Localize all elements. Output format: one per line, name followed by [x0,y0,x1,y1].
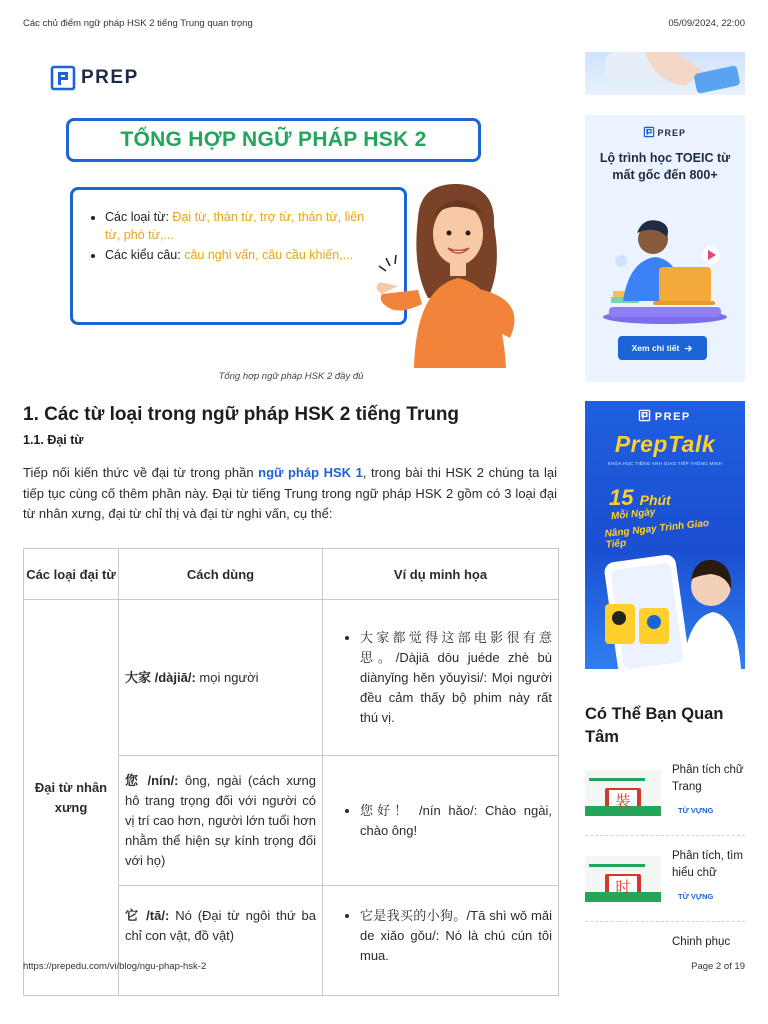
related-thumbnail [585,770,661,816]
para-text-after: , trong bài thi HSK 2 chúng ta lại tiếp tục cùng cố thêm phần này. Đại từ tiếng Trung trong ngữ pháp HSK 2 gồm có 3 loại đại từ nhân xưng, đại từ chỉ thị và đại từ nghi vấn, cụ thể: [23,465,557,521]
print-page-number: Page 2 of 19 [691,961,745,972]
para-text-before: Tiếp nối kiến thức về đại từ trong phần [23,465,259,480]
phone-and-woman-illustration [595,546,741,669]
term: 您 /nín/: [125,772,179,788]
related-item[interactable] [585,934,745,946]
table-header-cell: Ví dụ minh họa [323,549,559,600]
sidebar-ad-image-top[interactable] [585,52,745,95]
table-group-cell: Đại từ nhân xưng [24,600,119,996]
hero-bullet-list [105,208,382,264]
preptalk-title: PrepTalk [614,431,716,457]
example-item: • 您好！ /nín hǎo/: Chào ngài, chào ông! [360,801,552,841]
badge-number: 15 [609,485,634,510]
table-usage-cell [119,886,323,996]
prep-logo-icon [639,410,650,421]
preptalk-badge [601,485,717,551]
ad-headline: Lộ trình học TOEIC từ mất gốc đến 800+ [599,151,731,182]
table-usage-cell [119,756,323,886]
preptalk-ad-banner[interactable] [585,401,745,669]
view-details-button[interactable] [618,336,707,360]
hero-title-box [66,118,481,162]
related-thumbnail [585,856,661,902]
print-header [23,18,745,32]
hero-bullet-label: Các loại từ: [105,210,173,224]
term: 大家 /dàjiā/: [125,669,196,685]
pronoun-table [23,548,559,996]
related-divider [585,921,745,922]
usage: Nó (Đại từ ngôi thứ ba chỉ con vật, đồ vật) [125,908,316,943]
thumbnail-glyph: 裝 [615,792,631,810]
toeic-ad-banner[interactable] [585,115,745,382]
hsk1-grammar-link[interactable]: ngữ pháp HSK 1 [258,465,363,480]
table-header-cell: Cách dùng [119,549,323,600]
hero-bullet-value: câu nghi vấn, câu cầu khiến,... [184,248,354,262]
hero-bullet [105,246,382,264]
hero-bullet [105,208,382,244]
pronoun-table-wrapper [23,548,558,963]
table-header-row [24,549,559,600]
badge-line-3: Nâng Ngay Trình Giao Tiếp [604,517,710,551]
usage: ông, ngài (cách xưng hô trang trọng đối với người có vị trí cao hơn, người lớn tuổi hơn nhằm thể hiện sự kính trọng đối với họ) [125,772,316,868]
subsection-heading: 1.1. Đại từ [23,433,84,447]
student-laptop-illustration [599,211,731,327]
usage: mọi người [195,669,259,685]
chinese-character-thumbnail-icon [585,770,661,816]
badge-line-1 [609,485,671,511]
term: 它 /tā/: [125,908,170,923]
prep-logo-icon [51,66,75,90]
print-url: https://prepedu.com/vi/blog/ngu-phap-hsk-2 [23,961,207,972]
ad-brand-text: PREP [657,128,687,138]
example-item: • 它是我买的小狗。/Tā shì wǒ mǎi de xiǎo gǒu/: Nó là chú cún tôi mua. [360,906,552,966]
chinese-character-thumbnail-icon [585,856,661,902]
badge-unit: Phút [639,492,671,508]
site-logo[interactable] [51,64,139,92]
print-datetime: 05/09/2024, 22:00 [668,18,745,29]
related-item-category[interactable]: TỪ VỰNG [678,806,714,815]
table-example-cell [323,886,559,996]
print-page-title: Các chủ điểm ngữ pháp HSK 2 tiếng Trung quan trọng [23,18,253,29]
ad-brand [585,127,745,138]
hero-bullet-label: Các kiểu câu: [105,248,185,262]
section-heading: 1. Các từ loại trong ngữ pháp HSK 2 tiếng Trung [23,404,460,425]
related-item-category[interactable]: TỪ VỰNG [678,892,714,901]
ad-brand [585,410,745,423]
related-heading: Có Thể Bạn Quan Tâm [585,705,724,746]
related-item[interactable] [585,762,745,834]
hero-caption: Tổng hợp ngữ pháp HSK 2 đầy đủ [218,371,364,382]
table-example-cell [323,756,559,886]
print-footer [23,961,745,975]
related-item-title[interactable]: Phân tích chữ Trang [672,764,744,793]
person-photo-icon [585,52,745,95]
intro-paragraph [23,463,557,525]
ad-brand-text: PREP [654,411,691,423]
related-item-title[interactable]: Phân tích, tìm hiểu chữ [672,850,743,879]
logo-text: PREP [81,67,139,88]
hero-bullet-value: Đại từ, thán từ, trợ từ, thán từ, liên từ, phó từ,... [105,210,365,242]
hero-title: TỔNG HỢP NGỮ PHÁP HSK 2 [120,128,427,151]
preptalk-tagline: KHÓA HỌC TIẾNG ANH GIAO TIẾP THÔNG MINH [607,461,723,466]
thumbnail-glyph: 时 [615,878,631,896]
cta-label: Xem chi tiết [631,343,680,353]
example-item: • 大家都觉得这部电影很有意思。/Dàjiā dōu juéde zhè bù diànyǐng hěn yǒuyìsi/: Mọi người đều cảm thấy bộ phim này rất thú vị. [360,628,552,728]
table-example-cell [323,600,559,756]
related-divider [585,835,745,836]
related-item[interactable] [585,848,745,920]
table-header-cell: Các loại đại từ [24,549,119,600]
woman-pointing-illustration [378,178,538,368]
arrow-right-icon [684,344,693,353]
hero-banner [58,112,534,368]
badge-line-2: Mỗi Ngày [610,506,656,523]
related-item-title[interactable]: Chinh phục [672,936,731,948]
table-usage-cell [119,600,323,756]
table-row [24,600,559,756]
hero-content-box [70,187,407,325]
prep-logo-icon [644,127,654,137]
